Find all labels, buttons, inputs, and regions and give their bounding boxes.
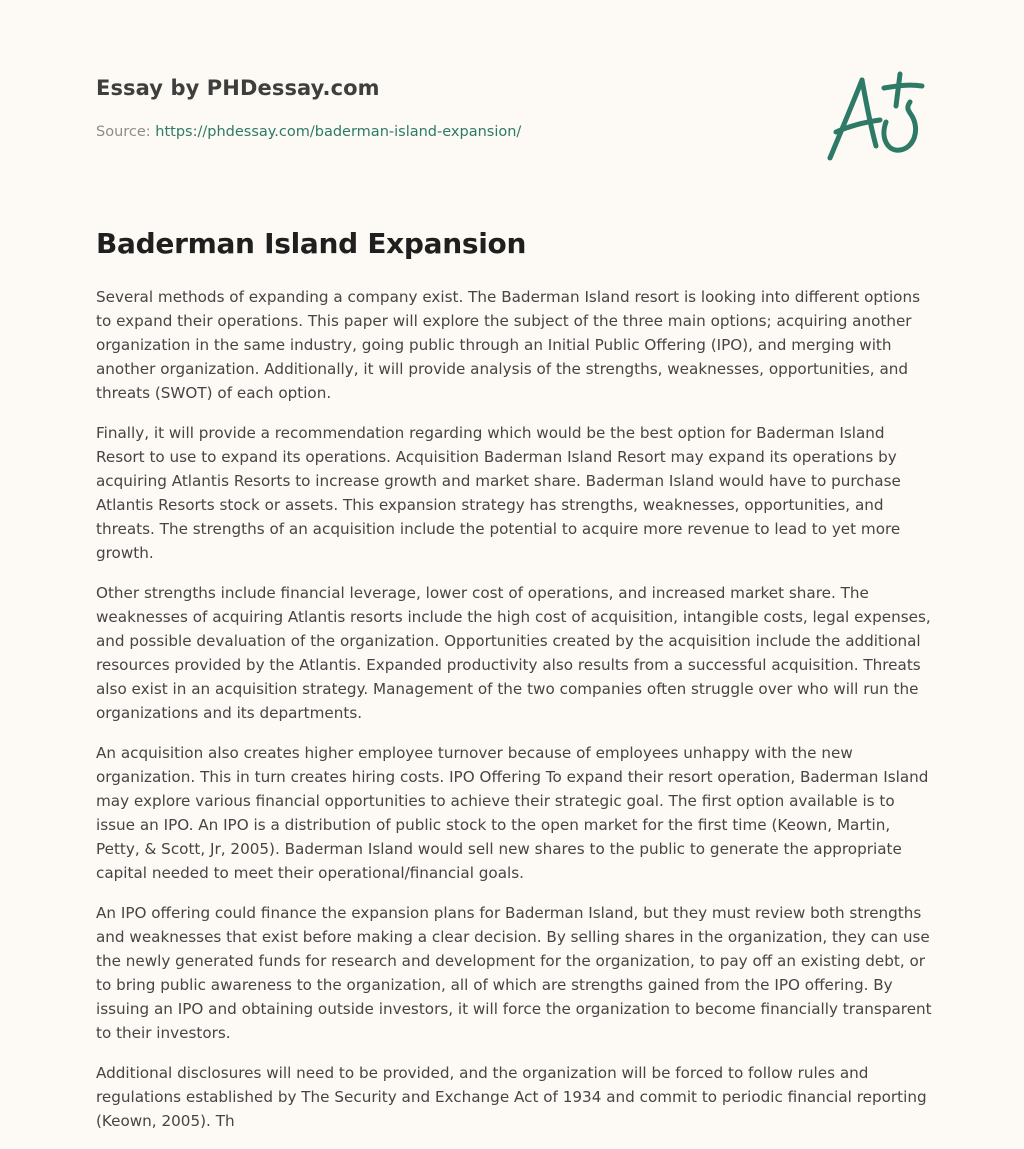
essay-paragraph: Other strengths include financial leverage, lower cost of operations, and increased market share. The weaknesses of acquiring Atlantis resorts include the high cost of acquisition, intangible costs, legal expenses, and possible devaluation of the organization. Opportunities created by the acquisition include the additional resources provided by the Atlantis. Expanded productivity also results from a successful acquisition. Threats also exist in an acquisition strategy. Management of the two companies often struggle over who will run the organizations and its departments. (96, 584, 931, 722)
site-header (96, 0, 928, 200)
site-title: Essay by PHDessay.com (96, 76, 380, 100)
essay-body (96, 285, 932, 1149)
essay-paragraph: An IPO offering could finance the expansion plans for Baderman Island, but they must review both strengths and weaknesses that exist before making a clear decision. By selling shares in the organization, they can use the newly generated funds for research and development for the organization, to pay off an existing debt, or to bring public awareness to the organization, all of which are strengths gained from the IPO offering. By issuing an IPO and obtaining outside investors, it will force the organization to become financially transparent to their investors. (96, 904, 932, 1042)
page (96, 0, 932, 1130)
essay-paragraph: Finally, it will provide a recommendation regarding which would be the best option for Baderman Island Resort to use to expand its operations. Acquisition Baderman Island Resort may expand its operations by acquiring Atlantis Resorts to increase growth and market share. Baderman Island would have to purchase Atlantis Resorts stock or assets. This expansion strategy has strengths, weaknesses, opportunities, and threats. The strengths of an acquisition include the potential to acquire more revenue to lead to yet more growth. (96, 424, 901, 562)
source-line (96, 124, 521, 140)
essay-paragraph: Additional disclosures will need to be provided, and the organization will be forced to follow rules and regulations established by The Security and Exchange Act of 1934 and commit to periodic financial reporting (Keown, 2005). Th (96, 1064, 927, 1130)
essay-title: Baderman Island Expansion (96, 227, 527, 260)
a-plus-logo-icon (822, 66, 928, 168)
source-label: Source: (96, 124, 156, 140)
essay-paragraph: An acquisition also creates higher employee turnover because of employees unhappy with the new organization. This in turn creates hiring costs. IPO Offering To expand their resort operation, Baderman Island may explore various financial opportunities to achieve their strategic goal. The first option available is to issue an IPO. An IPO is a distribution of public stock to the open market for the first time (Keown, Martin, Petty, & Scott, Jr, 2005). Baderman Island would sell new shares to the public to generate the appropriate capital needed to meet their operational/financial goals. (96, 744, 929, 882)
essay-paragraph: Several methods of expanding a company exist. The Baderman Island resort is looking into different options to expand their operations. This paper will explore the subject of the three main options; acquiring another organization in the same industry, going public through an Initial Public Offering (IPO), and merging with another organization. Additionally, it will provide analysis of the strengths, weaknesses, opportunities, and threats (SWOT) of each option. (96, 288, 921, 402)
source-link[interactable]: https://phdessay.com/baderman-island-expansion/ (155, 124, 522, 140)
